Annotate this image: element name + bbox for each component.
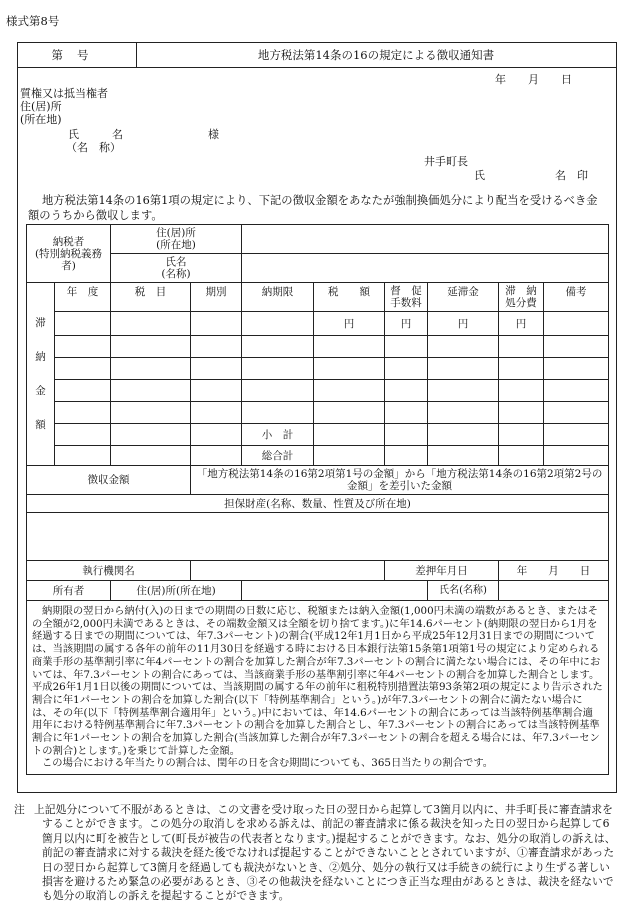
table-cell <box>191 402 242 424</box>
table-cell <box>314 402 385 424</box>
table-cell <box>242 312 314 336</box>
taxpayer-address-field <box>242 225 609 254</box>
enforcement-agency-field <box>191 561 385 581</box>
table-cell <box>314 336 385 358</box>
addressee-address-label: 住(居)所 <box>20 100 62 113</box>
table-cell <box>385 446 428 466</box>
col-due-date: 納期限 <box>242 283 314 312</box>
table-cell <box>55 446 111 466</box>
addressee-location-label: (所在地) <box>20 113 62 126</box>
table-cell <box>111 336 191 358</box>
table-cell <box>191 424 242 446</box>
table-cell <box>428 336 499 358</box>
enforcement-agency-label: 執行機関名 <box>27 561 191 581</box>
table-cell <box>544 358 609 380</box>
collateral-field <box>27 513 609 561</box>
table-cell <box>544 446 609 466</box>
col-period: 期別 <box>191 283 242 312</box>
document-number-field: 第号 <box>18 43 137 67</box>
notice-form <box>17 42 617 793</box>
arrears-char-2: 納 <box>35 351 46 363</box>
footnote <box>14 803 620 904</box>
dunning-fee-line1: 督 促 <box>390 285 422 297</box>
table-cell <box>385 424 428 446</box>
table-cell <box>428 446 499 466</box>
col-disposition-fee <box>499 283 544 312</box>
arrears-char-1: 滞 <box>35 317 46 329</box>
collection-amount-label: 徴収金額 <box>27 466 191 495</box>
taxpayer-address-text: 住(居)所 <box>156 227 196 239</box>
table-cell <box>385 402 428 424</box>
yen-unit: 円 <box>499 312 544 336</box>
right-holder-label: 質権又は抵当権者 <box>20 87 108 100</box>
table-cell <box>55 402 111 424</box>
table-cell <box>428 380 499 402</box>
special-taxpayer-label: (特別納税義務者) <box>34 247 103 272</box>
table-cell <box>111 358 191 380</box>
col-delinquency-charge: 延滞金 <box>428 283 499 312</box>
arrears-char-4: 額 <box>35 419 46 431</box>
table-cell <box>314 380 385 402</box>
taxpayer-company-text: (名称) <box>161 268 191 280</box>
collection-table <box>26 224 609 775</box>
arrears-amount-label <box>27 283 55 466</box>
table-cell <box>242 358 314 380</box>
seizure-date-field: 年 月 日 <box>499 561 609 581</box>
table-cell <box>428 358 499 380</box>
table-cell <box>242 380 314 402</box>
intro-text: 地方税法第14条の16第1項の規定により、下記の徴収金額をあなたが強制換価処分により配当を受けるべき金額のうちから徴収します。 <box>28 194 598 222</box>
table-cell <box>111 312 191 336</box>
yen-unit: 円 <box>314 312 385 336</box>
taxpayer-label-text: 納税者 <box>52 235 85 248</box>
disposition-fee-line2: 処分費 <box>505 297 537 309</box>
table-cell <box>111 424 191 446</box>
taxpayer-location-text: (所在地) <box>156 239 196 251</box>
issue-date: 年 月 日 <box>495 73 572 86</box>
issuer-seal-label: 名 印 <box>555 169 588 182</box>
form-header <box>18 43 616 68</box>
col-fiscal-year: 年 度 <box>55 283 111 312</box>
issuer-title: 井手町長 <box>424 155 468 168</box>
table-cell <box>499 380 544 402</box>
table-cell <box>111 446 191 466</box>
taxpayer-address-label <box>111 225 242 254</box>
taxpayer-name-label <box>111 254 242 283</box>
collateral-header: 担保財産(名称、数量、性質及び所在地) <box>27 495 609 513</box>
seizure-date-label: 差押年月日 <box>385 561 499 581</box>
table-cell <box>499 358 544 380</box>
collection-amount-text: 「地方税法第14条の16第2項第1号の金額」から「地方税法第14条の16第2項第2号の金額」を差引いた金額 <box>191 466 609 495</box>
table-cell <box>428 424 499 446</box>
table-cell <box>385 358 428 380</box>
table-cell <box>385 336 428 358</box>
table-cell <box>111 380 191 402</box>
arrears-char-3: 金 <box>35 385 46 397</box>
table-cell <box>499 402 544 424</box>
owner-label: 所有者 <box>27 581 111 601</box>
table-cell <box>191 446 242 466</box>
table-cell <box>55 358 111 380</box>
col-remarks: 備考 <box>544 283 609 312</box>
interest-paragraph <box>27 601 609 775</box>
table-cell <box>314 358 385 380</box>
table-cell <box>544 336 609 358</box>
taxpayer-label <box>27 225 111 283</box>
table-cell <box>499 446 544 466</box>
table-cell <box>55 336 111 358</box>
table-cell <box>242 402 314 424</box>
table-cell <box>191 358 242 380</box>
col-tax-item: 税 目 <box>111 283 191 312</box>
interest-paragraph-text-2: この場合における年当たりの割合は、閏年の日を含む期間についても、365日当たりの割合です。 <box>42 757 494 770</box>
table-cell <box>544 402 609 424</box>
interest-paragraph-text: 納期限の翌日から納付(入)の日までの期間の日数に応じ、税額または納入金額(1,000円未満の端数があるとき、またはその全額が2,000円未満であるときは、その端数金額又は全額を切り捨てます。)に年14.6パーセント(納期限の翌日から1月を経過する日までの期間については、年7.3パーセント)の割合(平成12年1月1日から平成25年12月31日までの期間については、当該期間の属する各年の前年の11月30日を経過する時における日本銀行法第15条第1項第1号の規定により定められる商業手形の基準割引率に年4パーセントの割合を加算した割合が年7.3パーセントの割合に満たない場合には、その年中においては、年7.3パーセントの割合にあっては、当該商業手形の基準割引率に年4パーセントの割合を加算した割合とします。平成26年1月1日以後の期間については、当該期間の属する年の前年に租税特別措置法第93条第2項の規定により告示された割合に年1パーセントの割合を加算した割合(以下「特例基準割合」という。)が年7.3パーセントの割合に満たない場合には、その年(以下「特例基準割合適用年」という。)中においては、年14.6パーセントの割合にあっては当該特例基準割合適用年における特例基準割合に年7.3パーセントの割合を加算した割合とし、年7.3パーセントの割合にあっては当該特例基準割合に年1パーセントの割合を加算した割合(当該加算した割合が年7.3パーセントの割合を超える場合には、年7.3パーセントの割合)とします。)を乗じて計算した金額。 <box>32 605 603 757</box>
dunning-fee-line2: 手数料 <box>390 297 422 309</box>
honorific-sama: 様 <box>208 128 219 141</box>
owner-name-field <box>499 581 609 601</box>
table-cell <box>55 380 111 402</box>
disposition-fee-line1: 滞 納 <box>505 285 537 297</box>
table-cell <box>55 424 111 446</box>
table-cell <box>499 336 544 358</box>
table-cell <box>544 312 609 336</box>
table-cell <box>111 402 191 424</box>
table-cell <box>242 336 314 358</box>
owner-address-label: 住(居)所(所在地) <box>111 581 242 601</box>
yen-unit: 円 <box>385 312 428 336</box>
table-cell <box>191 312 242 336</box>
table-cell <box>55 312 111 336</box>
issuer-name-label: 氏 <box>474 169 485 182</box>
yen-unit: 円 <box>428 312 499 336</box>
table-cell <box>385 380 428 402</box>
form-number-label: 様式第8号 <box>6 14 60 28</box>
owner-address-field <box>242 581 428 601</box>
table-cell <box>191 380 242 402</box>
note-text: 上記処分について不服があるときは、この文書を受け取った日の翌日から起算して3箇月以内に、井手町長に審査請求をすることができます。この処分の取消しを求める訴えは、前記の審査請求に係る裁決を知った日の翌日から起算して6箇月以内に町を被告として(町長が被告の代表者となります。)提起することができます。なお、処分の取消しの訴えは、前記の審査請求に対する裁決を経た後でなければ提起することができないこととされていますが、①審査請求があった日の翌日から起算して3箇月を経過しても裁決がないとき、②処分、処分の執行又は手続きの続行により生ずる著しい損害を避けるため緊急の必要があるとき、③その他裁決を経ないことにつき正当な理由があるときは、裁決を経ないでも処分の取消しの訴えを提起することができます。 <box>34 803 616 903</box>
table-cell <box>314 424 385 446</box>
addressee-company-label: （名 称） <box>66 141 121 154</box>
grand-total-label: 総合計 <box>242 446 314 466</box>
addressee-name-label: 氏 名 <box>68 128 123 141</box>
subtotal-label: 小 計 <box>242 424 314 446</box>
col-dunning-fee <box>385 283 428 312</box>
table-cell <box>191 336 242 358</box>
table-cell <box>544 380 609 402</box>
taxpayer-name-field <box>242 254 609 283</box>
document-title: 地方税法第14条の16の規定による徴収通知書 <box>257 48 495 62</box>
table-cell <box>428 402 499 424</box>
owner-name-label: 氏名(名称) <box>428 581 499 601</box>
table-cell <box>544 424 609 446</box>
table-cell <box>499 424 544 446</box>
note-mark: 注 <box>14 803 25 816</box>
table-cell <box>314 446 385 466</box>
col-tax-amount: 税 額 <box>314 283 385 312</box>
taxpayer-name-text: 氏名 <box>165 256 187 268</box>
